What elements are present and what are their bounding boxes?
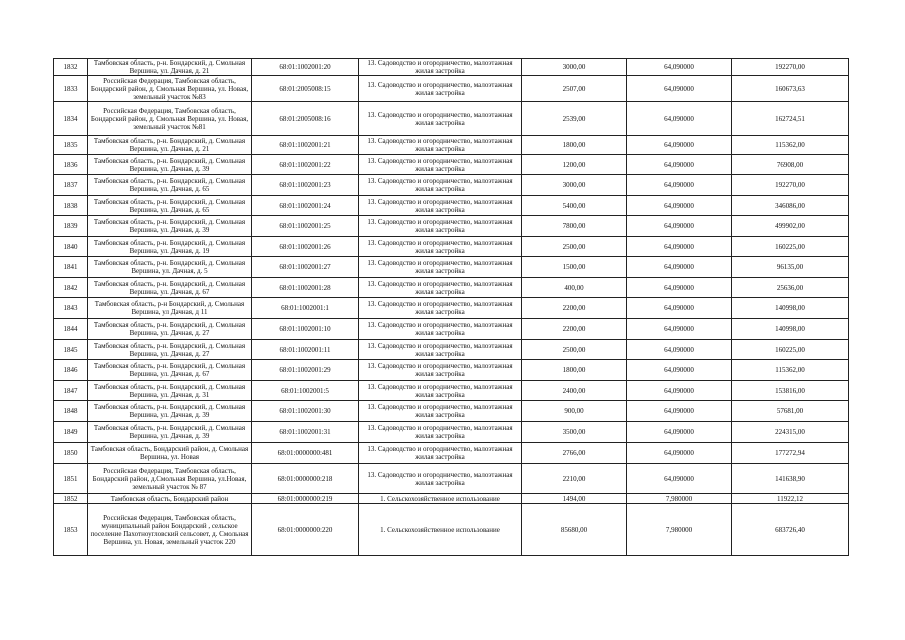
address-cell: Тамбовская область, р-н. Бондарский, д. Смольная Вершина, ул. Дачная, д. 65 (88, 196, 252, 216)
area-cell: 1800,00 (522, 360, 627, 381)
cadastral-number-cell: 68:01:1002001:25 (252, 216, 359, 237)
address-cell: Тамбовская область, р-н. Бондарский, д. Смольная Вершина, ул. Дачная, д. 39 (88, 422, 252, 443)
area-cell: 2500,00 (522, 340, 627, 360)
cadastral-value-cell: 96135,00 (732, 257, 849, 278)
table-row (54, 155, 849, 175)
table-body (54, 59, 849, 556)
land-use-cell: 13. Садоводство и огородничество, малоэтажная жилая застройка (359, 422, 522, 443)
cadastral-value-cell: 76908,00 (732, 155, 849, 175)
rate-cell: 7,980000 (627, 494, 732, 504)
land-use-cell: 13. Садоводство и огородничество, малоэтажная жилая застройка (359, 59, 522, 76)
address-cell: Тамбовская область, р-н. Бондарский, д. Смольная Вершина, ул. Дачная, д. 21 (88, 136, 252, 155)
rate-cell: 7,980000 (627, 504, 732, 556)
area-cell: 1200,00 (522, 155, 627, 175)
rate-cell: 64,090000 (627, 196, 732, 216)
address-cell: Тамбовская область, р-н. Бондарский, д. Смольная Вершина, ул. Дачная, д. 39 (88, 155, 252, 175)
table-row (54, 340, 849, 360)
cadastral-value-cell: 140998,00 (732, 319, 849, 340)
row-number-cell: 1836 (54, 155, 88, 175)
rate-cell: 64,090000 (627, 340, 732, 360)
rate-cell: 64,090000 (627, 175, 732, 196)
rate-cell: 64,090000 (627, 381, 732, 401)
cadastral-number-cell: 68:01:1002001:23 (252, 175, 359, 196)
table-row (54, 216, 849, 237)
table-row (54, 319, 849, 340)
area-cell: 2210,00 (522, 464, 627, 494)
cadastral-number-cell: 68:01:1002001:21 (252, 136, 359, 155)
land-use-cell: 13. Садоводство и огородничество, малоэтажная жилая застройка (359, 136, 522, 155)
area-cell: 5400,00 (522, 196, 627, 216)
address-cell: Тамбовская область, р-н Бондарский, д. Смольная Вершина, ул Дачная, д 11 (88, 298, 252, 319)
table-row (54, 175, 849, 196)
land-use-cell: 13. Садоводство и огородничество, малоэтажная жилая застройка (359, 443, 522, 464)
row-number-cell: 1846 (54, 360, 88, 381)
rate-cell: 64,090000 (627, 443, 732, 464)
row-number-cell: 1839 (54, 216, 88, 237)
address-cell: Тамбовская область, р-н. Бондарский, д. Смольная Вершина, ул. Дачная, д. 67 (88, 278, 252, 298)
cadastral-number-cell: 68:01:1002001:26 (252, 237, 359, 257)
cadastral-number-cell: 68:01:1002001:31 (252, 422, 359, 443)
cadastral-number-cell: 68:01:1002001:29 (252, 360, 359, 381)
land-use-cell: 13. Садоводство и огородничество, малоэтажная жилая застройка (359, 216, 522, 237)
cadastral-value-cell: 683726,40 (732, 504, 849, 556)
cadastral-number-cell: 68:01:0000000:481 (252, 443, 359, 464)
table-row (54, 59, 849, 76)
area-cell: 3000,00 (522, 175, 627, 196)
cadastral-value-cell: 160225,00 (732, 237, 849, 257)
cadastral-value-cell: 141638,90 (732, 464, 849, 494)
area-cell: 2500,00 (522, 237, 627, 257)
cadastral-number-cell: 68:01:0000000:219 (252, 494, 359, 504)
rate-cell: 64,090000 (627, 401, 732, 422)
row-number-cell: 1847 (54, 381, 88, 401)
table-row (54, 298, 849, 319)
table-row (54, 494, 849, 504)
address-cell: Тамбовская область, р-н. Бондарский, д. Смольная Вершина, ул. Дачная, д. 65 (88, 175, 252, 196)
row-number-cell: 1832 (54, 59, 88, 76)
area-cell: 2200,00 (522, 319, 627, 340)
land-use-cell: 13. Садоводство и огородничество, малоэтажная жилая застройка (359, 237, 522, 257)
land-use-cell: 13. Садоводство и огородничество, малоэтажная жилая застройка (359, 464, 522, 494)
address-cell: Тамбовская область, р-н. Бондарский, д. Смольная Вершина, ул. Дачная, д. 27 (88, 340, 252, 360)
area-cell: 1800,00 (522, 136, 627, 155)
address-cell: Российская Федерация, Тамбовская область, Бондарский район, д.Смольная Вершина, ул.Новая, земельный участок № 87 (88, 464, 252, 494)
rate-cell: 64,090000 (627, 102, 732, 136)
row-number-cell: 1849 (54, 422, 88, 443)
table-row (54, 443, 849, 464)
table-row (54, 257, 849, 278)
rate-cell: 64,090000 (627, 59, 732, 76)
address-cell: Тамбовская область, р-н. Бондарский, д. Смольная Вершина, ул. Дачная, д. 27 (88, 319, 252, 340)
rate-cell: 64,090000 (627, 278, 732, 298)
rate-cell: 64,090000 (627, 319, 732, 340)
cadastral-number-cell: 68:01:1002001:11 (252, 340, 359, 360)
land-use-cell: 13. Садоводство и огородничество, малоэтажная жилая застройка (359, 257, 522, 278)
address-cell: Тамбовская область, р-н. Бондарский, д. Смольная Вершина, ул. Дачная, д. 5 (88, 257, 252, 278)
cadastral-number-cell: 68:01:1002001:10 (252, 319, 359, 340)
address-cell: Тамбовская область, Бондарский район (88, 494, 252, 504)
rate-cell: 64,090000 (627, 237, 732, 257)
cadastral-number-cell: 68:01:0000000:220 (252, 504, 359, 556)
table-row (54, 278, 849, 298)
cadastral-number-cell: 68:01:1002001:24 (252, 196, 359, 216)
rate-cell: 64,090000 (627, 298, 732, 319)
land-use-cell: 13. Садоводство и огородничество, малоэтажная жилая застройка (359, 381, 522, 401)
table-row (54, 136, 849, 155)
area-cell: 7800,00 (522, 216, 627, 237)
row-number-cell: 1845 (54, 340, 88, 360)
cadastral-number-cell: 68:01:0000000:218 (252, 464, 359, 494)
table-row (54, 381, 849, 401)
cadastral-number-cell: 68:01:2005008:15 (252, 76, 359, 102)
table-row (54, 76, 849, 102)
rate-cell: 64,090000 (627, 136, 732, 155)
row-number-cell: 1838 (54, 196, 88, 216)
address-cell: Тамбовская область, р-н. Бондарский, д. Смольная Вершина, ул. Дачная, д. 39 (88, 216, 252, 237)
table-row (54, 360, 849, 381)
cadastral-number-cell: 68:01:1002001:30 (252, 401, 359, 422)
area-cell: 2507,00 (522, 76, 627, 102)
land-use-cell: 13. Садоводство и огородничество, малоэтажная жилая застройка (359, 155, 522, 175)
address-cell: Тамбовская область, Бондарский район, д. Смольная Вершина, ул. Новая (88, 443, 252, 464)
row-number-cell: 1842 (54, 278, 88, 298)
table-row (54, 504, 849, 556)
rate-cell: 64,090000 (627, 76, 732, 102)
row-number-cell: 1844 (54, 319, 88, 340)
cadastral-number-cell: 68:01:1002001:20 (252, 59, 359, 76)
area-cell: 3000,00 (522, 59, 627, 76)
area-cell: 1494,00 (522, 494, 627, 504)
cadastral-value-cell: 192270,00 (732, 175, 849, 196)
cadastral-value-cell: 140998,00 (732, 298, 849, 319)
cadastral-value-cell: 499902,00 (732, 216, 849, 237)
cadastral-number-cell: 68:01:1002001:27 (252, 257, 359, 278)
row-number-cell: 1835 (54, 136, 88, 155)
cadastral-value-cell: 11922,12 (732, 494, 849, 504)
cadastral-value-cell: 115362,00 (732, 360, 849, 381)
address-cell: Тамбовская область, р-н. Бондарский, д. Смольная Вершина, ул. Дачная, д. 21 (88, 59, 252, 76)
cadastral-value-cell: 25636,00 (732, 278, 849, 298)
rate-cell: 64,090000 (627, 216, 732, 237)
row-number-cell: 1852 (54, 494, 88, 504)
cadastral-value-cell: 162724,51 (732, 102, 849, 136)
area-cell: 2766,00 (522, 443, 627, 464)
cadastral-value-cell: 346086,00 (732, 196, 849, 216)
area-cell: 85680,00 (522, 504, 627, 556)
row-number-cell: 1841 (54, 257, 88, 278)
table-row (54, 464, 849, 494)
row-number-cell: 1837 (54, 175, 88, 196)
land-use-cell: 13. Садоводство и огородничество, малоэтажная жилая застройка (359, 196, 522, 216)
area-cell: 3500,00 (522, 422, 627, 443)
cadastral-value-cell: 177272,94 (732, 443, 849, 464)
row-number-cell: 1834 (54, 102, 88, 136)
land-use-cell: 13. Садоводство и огородничество, малоэтажная жилая застройка (359, 278, 522, 298)
cadastral-value-cell: 57681,00 (732, 401, 849, 422)
address-cell: Тамбовская область, р-н. Бондарский, д. Смольная Вершина, ул. Дачная, д. 67 (88, 360, 252, 381)
land-use-cell: 13. Садоводство и огородничество, малоэтажная жилая застройка (359, 102, 522, 136)
area-cell: 2539,00 (522, 102, 627, 136)
area-cell: 1500,00 (522, 257, 627, 278)
cadastral-value-cell: 160225,00 (732, 340, 849, 360)
land-use-cell: 13. Садоводство и огородничество, малоэтажная жилая застройка (359, 76, 522, 102)
row-number-cell: 1840 (54, 237, 88, 257)
area-cell: 900,00 (522, 401, 627, 422)
land-use-cell: 1. Сельскохозяйственное использование (359, 504, 522, 556)
cadastral-number-cell: 68:01:1002001:1 (252, 298, 359, 319)
address-cell: Российская Федерация, Тамбовская область, Бондарский район, д. Смольная Вершина, ул. Новая, земельный участок №81 (88, 102, 252, 136)
address-cell: Тамбовская область, р-н. Бондарский, д. Смольная Вершина, ул. Дачная, д. 39 (88, 401, 252, 422)
cadastral-value-cell: 192270,00 (732, 59, 849, 76)
land-use-cell: 13. Садоводство и огородничество, малоэтажная жилая застройка (359, 175, 522, 196)
rate-cell: 64,090000 (627, 155, 732, 175)
cadastral-value-cell: 115362,00 (732, 136, 849, 155)
rate-cell: 64,090000 (627, 257, 732, 278)
table-row (54, 422, 849, 443)
rate-cell: 64,090000 (627, 422, 732, 443)
cadastral-value-cell: 160673,63 (732, 76, 849, 102)
table-row (54, 102, 849, 136)
address-cell: Российская Федерация, Тамбовская область, Бондарский район, д. Смольная Вершина, ул. Новая, земельный участок №83 (88, 76, 252, 102)
cadastral-value-cell: 153816,00 (732, 381, 849, 401)
address-cell: Российская Федерация, Тамбовская область, муниципальный район Бондарский , сельское поселение Пахотноугловский сельсовет, д. Смольная Вершина, ул. Новая, земельный участок 220 (88, 504, 252, 556)
land-use-cell: 13. Садоводство и огородничество, малоэтажная жилая застройка (359, 319, 522, 340)
cadastral-value-cell: 224315,00 (732, 422, 849, 443)
cadastral-number-cell: 68:01:1002001:28 (252, 278, 359, 298)
land-use-cell: 13. Садоводство и огородничество, малоэтажная жилая застройка (359, 401, 522, 422)
row-number-cell: 1833 (54, 76, 88, 102)
rate-cell: 64,090000 (627, 464, 732, 494)
cadastral-number-cell: 68:01:1002001:22 (252, 155, 359, 175)
row-number-cell: 1843 (54, 298, 88, 319)
land-register-table (53, 58, 849, 556)
table-row (54, 401, 849, 422)
row-number-cell: 1853 (54, 504, 88, 556)
cadastral-number-cell: 68:01:2005008:16 (252, 102, 359, 136)
area-cell: 2200,00 (522, 298, 627, 319)
row-number-cell: 1851 (54, 464, 88, 494)
cadastral-number-cell: 68:01:1002001:5 (252, 381, 359, 401)
area-cell: 2400,00 (522, 381, 627, 401)
row-number-cell: 1848 (54, 401, 88, 422)
land-use-cell: 13. Садоводство и огородничество, малоэтажная жилая застройка (359, 340, 522, 360)
area-cell: 400,00 (522, 278, 627, 298)
table-row (54, 237, 849, 257)
address-cell: Тамбовская область, р-н. Бондарский, д. Смольная Вершина, ул. Дачная, д. 19 (88, 237, 252, 257)
land-use-cell: 13. Садоводство и огородничество, малоэтажная жилая застройка (359, 360, 522, 381)
rate-cell: 64,090000 (627, 360, 732, 381)
land-use-cell: 1. Сельскохозяйственное использование (359, 494, 522, 504)
row-number-cell: 1850 (54, 443, 88, 464)
table-row (54, 196, 849, 216)
address-cell: Тамбовская область, р-н. Бондарский, д. Смольная Вершина, ул. Дачная, д. 31 (88, 381, 252, 401)
land-use-cell: 13. Садоводство и огородничество, малоэтажная жилая застройка (359, 298, 522, 319)
